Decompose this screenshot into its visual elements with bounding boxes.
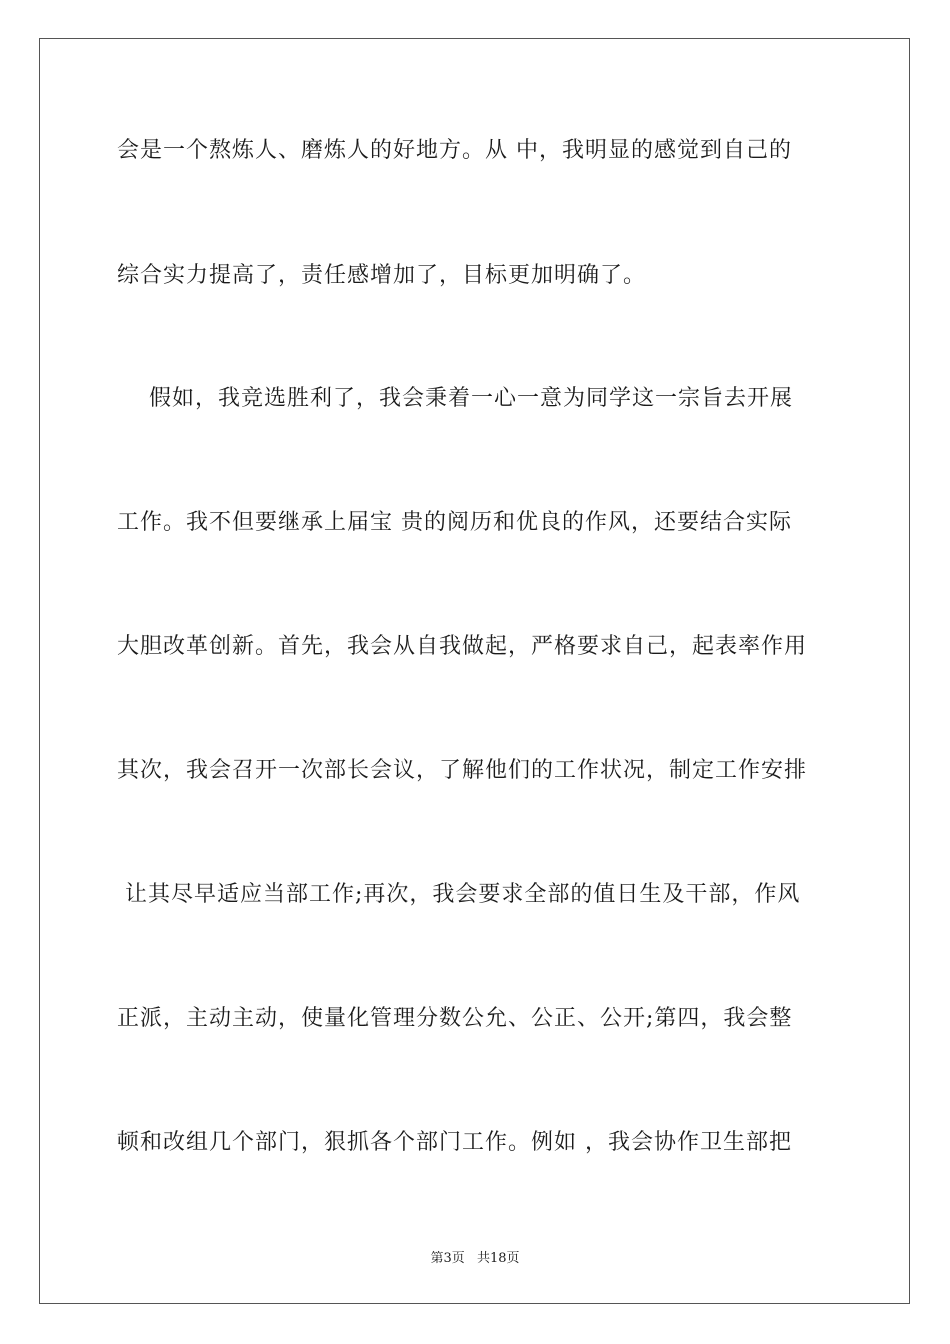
text-line-8: 正派，主动主动，使量化管理分数公允、公正、公开;第四，我会整	[117, 1006, 793, 1031]
page-border	[39, 38, 910, 1304]
text-line-9: 顿和改组几个部门，狠抓各个部门工作。例如 ，我会协作卫生部把	[117, 1130, 792, 1155]
text-line-2: 综合实力提高了，责任感增加了，目标更加明确了。	[117, 263, 647, 288]
text-line-5: 大胆改革创新。首先，我会从自我做起，严格要求自己，起表率作用	[117, 634, 808, 659]
text-line-6: 其次，我会召开一次部长会议，了解他们的工作状况，制定工作安排	[117, 758, 808, 783]
text-line-7: 让其尽早适应当部工作;再次，我会要求全部的值日生及干部，作风	[117, 882, 801, 907]
page-footer	[0, 1247, 950, 1266]
text-line-4: 工作。我不但要继承上届宝 贵的阅历和优良的作风，还要结合实际	[117, 510, 792, 535]
text-line-1: 会是一个熬炼人、磨炼人的好地方。从 中，我明显的感觉到自己的	[117, 138, 792, 163]
page-total: 共18页	[476, 1251, 520, 1266]
page-number: 第3页	[430, 1251, 465, 1266]
text-line-3: 假如，我竞选胜利了，我会秉着一心一意为同学这一宗旨去开展	[117, 386, 793, 411]
